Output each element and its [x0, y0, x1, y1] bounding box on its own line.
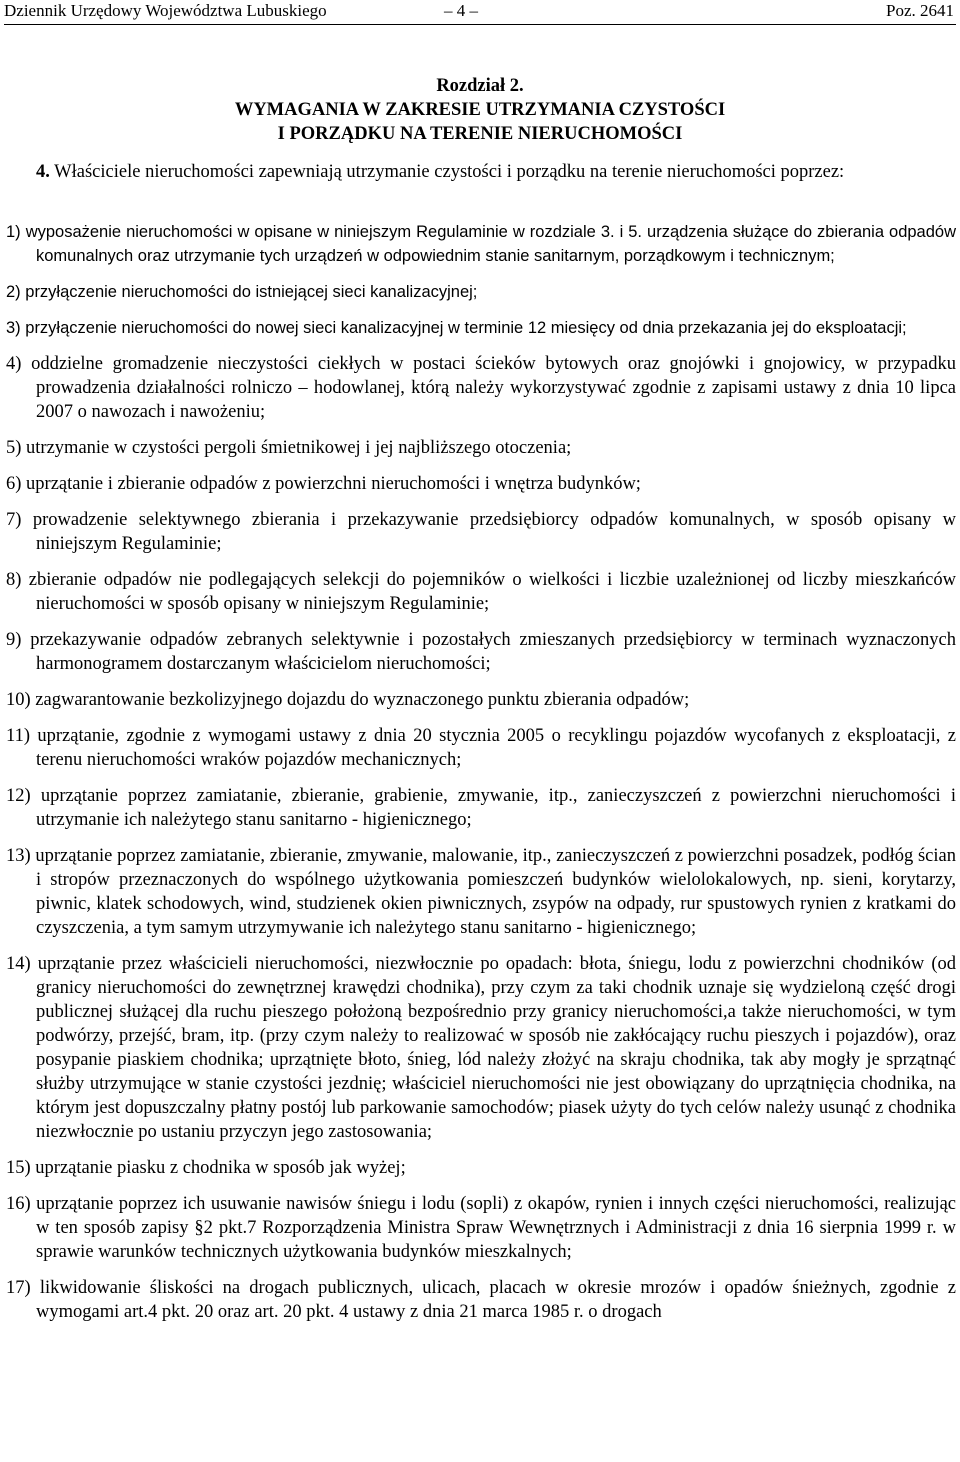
list-item-text: prowadzenie selektywnego zbierania i przekazywanie przedsiębiorcy odpadów komunalnych, w sposób opisany w niniejszym Regulaminie;: [32, 510, 957, 554]
journal-title: Dziennik Urzędowy Województwa Lubuskiego: [4, 1, 327, 20]
list-item-text: wyposażenie nieruchomości w opisane w niniejszym Regulaminie w rozdziale 3. i 5. urządzenia służące do zbierania odpadów komunalnych oraz utrzymanie tych urządzeń w odpowiednim stanie sanitarnym, porządkowym i technicznym;: [25, 223, 956, 265]
list-item: [6, 280, 956, 304]
list-item-number: 5): [6, 438, 22, 458]
list-item-number: 17): [6, 1278, 31, 1298]
list-item: [6, 1192, 956, 1264]
list-item: [6, 1276, 956, 1324]
paragraph-number: 4.: [36, 162, 50, 182]
list-item-number: 16): [6, 1194, 31, 1214]
list-item: [6, 568, 956, 616]
list-item: [6, 436, 956, 460]
list-item-text: uprzątanie poprzez zamiatanie, zbieranie, grabienie, zmywanie, itp., zanieczyszczeń z powierzchni nieruchomości i utrzymanie ich należytego stanu sanitarno - higienicznego;: [36, 786, 957, 830]
chapter-title-line1: WYMAGANIA W ZAKRESIE UTRZYMANIA CZYSTOŚCI: [234, 100, 726, 120]
list-item-number: 10): [6, 690, 31, 710]
chapter-title-line2: I PORZĄDKU NA TERENIE NIERUCHOMOŚCI: [277, 124, 683, 144]
list-item: [6, 724, 956, 772]
item-list: [6, 220, 956, 1336]
page-header: [4, 0, 956, 26]
list-item-number: 14): [6, 954, 31, 974]
list-item-text: uprzątanie, zgodnie z wymogami ustawy z dnia 20 stycznia 2005 o recyklingu pojazdów wycofanych z eksploatacji, z terenu nieruchomości wraków pojazdów mechanicznych;: [36, 726, 957, 770]
list-item-text: uprzątanie i zbieranie odpadów z powierzchni nieruchomości i wnętrza budynków;: [26, 474, 641, 494]
list-item: [6, 1156, 956, 1180]
list-item-text: przyłączenie nieruchomości do istniejącej sieci kanalizacyjnej;: [25, 283, 478, 301]
list-item-number: 15): [6, 1158, 31, 1178]
list-item-number: 12): [6, 786, 31, 806]
list-item-text: uprzątanie poprzez zamiatanie, zbieranie, zmywanie, malowanie, itp., zanieczyszczeń z powierzchni posadzek, podłóg ścian i stropów przeznaczonych do wspólnego użytkowania pomieszczeń budynków wielolokalowych, np. sieni, korytarzy, piwnic, klatek schodowych, wind, studzienek okien piwnicznych, zsypów na odpady, rur spustowych rynien z kratkami do czyszczenia, a tym samym utrzymywanie ich należytego stanu sanitarno - higienicznego;: [35, 846, 956, 938]
position-number: Poz. 2641: [886, 1, 954, 20]
paragraph-intro: [6, 160, 954, 184]
list-item-number: 8): [6, 570, 22, 590]
list-item-number: 9): [6, 630, 22, 650]
list-item-number: 4): [6, 354, 22, 374]
list-item-number: 6): [6, 474, 22, 494]
list-item-text: utrzymanie w czystości pergoli śmietnikowej i jej najbliższego otoczenia;: [26, 438, 572, 458]
list-item: [6, 688, 956, 712]
list-item-number: 7): [6, 510, 22, 530]
list-item: [6, 628, 956, 676]
list-item: [6, 508, 956, 556]
list-item: [6, 352, 956, 424]
header-divider: [4, 24, 956, 25]
chapter-heading: [0, 74, 960, 146]
list-item: [6, 952, 956, 1144]
chapter-number: Rozdział 2.: [436, 76, 524, 96]
list-item-text: uprzątanie przez właścicieli nieruchomości, niezwłocznie po opadach: błota, śniegu, lodu z powierzchni chodników (od granicy nieruchomości do zewnętrznej krawędzi chodnika), przy czym za taki chodnik uznaje się wydzieloną część drogi publicznej służącej dla ruchu pieszego położoną bezpośrednio przy granicy nieruchomości,a także nieruchomości, w tym podwórzy, przejść, bram, itp. (przy czym należy to realizować w sposób nie zakłócający ruchu pieszych i pojazdów), oraz posypanie piaskiem chodnika; uprzątnięte błoto, śnieg, lód należy złożyć na skraju chodnika, tak aby mogły je sprzątnąć służby utrzymujące w stanie czystości jezdnię; właściciel nieruchomości nie jest obowiązany do uprzątnięcia chodnika, na którym jest dopuszczalny płatny postój lub parkowanie samochodów; piasek użyty do tych celów należy usunąć z chodnika niezwłocznie po ustaniu przyczyn jego zastosowania;: [36, 954, 957, 1142]
list-item-text: zagwarantowanie bezkolizyjnego dojazdu do wyznaczonego punktu zbierania odpadów;: [35, 690, 690, 710]
list-item: [6, 784, 956, 832]
list-item-text: przyłączenie nieruchomości do nowej sieci kanalizacyjnej w terminie 12 miesięcy od dnia przekazania jej do eksploatacji;: [25, 319, 907, 337]
paragraph-text: Właściciele nieruchomości zapewniają utrzymanie czystości i porządku na terenie nieruchomości poprzez:: [54, 162, 845, 182]
list-item-number: 2): [6, 283, 21, 301]
list-item-text: zbieranie odpadów nie podlegających selekcji do pojemników o wielkości i liczbie uzależnionej od liczby mieszkańców nieruchomości w sposób opisany w niniejszym Regulaminie;: [28, 570, 957, 614]
list-item: [6, 844, 956, 940]
list-item: [6, 220, 956, 268]
list-item-number: 3): [6, 319, 21, 337]
list-item-number: 1): [6, 223, 21, 241]
list-item-text: przekazywanie odpadów zebranych selektywnie i pozostałych zmieszanych przedsiębiorcy w terminach wyznaczonych harmonogramem dostarczanym właścicielom nieruchomości;: [30, 630, 957, 674]
list-item-text: likwidowanie śliskości na drogach publicznych, ulicach, placach w okresie mrozów i opadów śnieżnych, zgodnie z wymogami art.4 pkt. 20 oraz art. 20 pkt. 4 ustawy z dnia 21 marca 1985 r. o drogach: [36, 1278, 956, 1322]
page-number: – 4 –: [444, 1, 478, 20]
list-item-text: oddzielne gromadzenie nieczystości ciekłych w postaci ścieków bytowych oraz gnojówki i gnojowicy, w przypadku prowadzenia działalności rolniczo – hodowlanej, którą należy wykorzystywać zgodnie z zapisami ustawy z dnia 10 lipca 2007 o nawozach i nawożeniu;: [31, 354, 957, 422]
list-item-text: uprzątanie poprzez ich usuwanie nawisów śniegu i lodu (sopli) z okapów, rynien i innych części nieruchomości, realizując w ten sposób zapisy §2 pkt.7 Rozporządzenia Ministra Spraw Wewnętrznych i Administracji z dnia 16 sierpnia 1999 r. w sprawie warunków technicznych użytkowania budynków mieszkalnych;: [36, 1194, 957, 1262]
list-item: [6, 472, 956, 496]
list-item-number: 11): [6, 726, 30, 746]
list-item-text: uprzątanie piasku z chodnika w sposób jak wyżej;: [35, 1158, 406, 1178]
list-item: [6, 316, 956, 340]
list-item-number: 13): [6, 846, 31, 866]
